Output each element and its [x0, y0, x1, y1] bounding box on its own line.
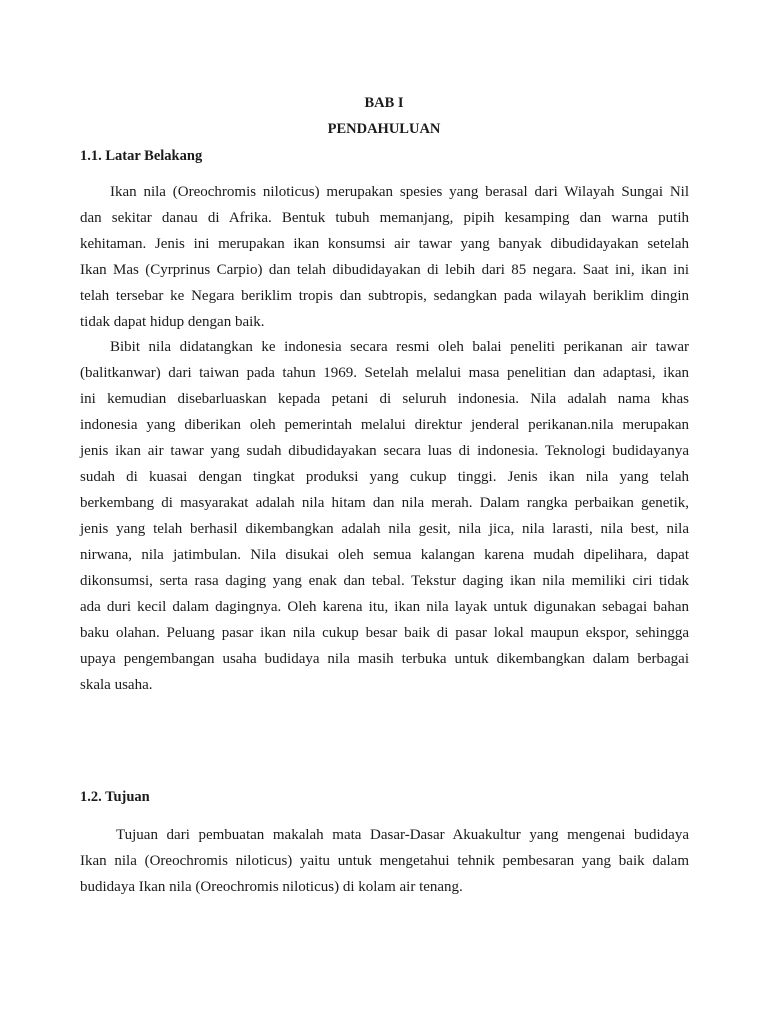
paragraph-line: sudah di kuasai dengan tingkat produksi yang cukup tinggi. Jenis ikan nila yang telah — [80, 469, 689, 485]
paragraph-line: jenis ikan air tawar yang sudah dibudidayakan secara luas di indonesia. Teknologi budidayanya — [80, 443, 689, 459]
paragraph-line: tidak dapat hidup dengan baik. — [80, 314, 265, 330]
chapter-title: PENDAHULUAN — [327, 121, 441, 137]
paragraph-line: Ikan nila (Oreochromis niloticus) merupakan spesies yang berasal dari Wilayah Sungai Nil — [110, 184, 689, 200]
paragraph-tujuan — [80, 822, 689, 900]
paragraph-line: budidaya Ikan nila (Oreochromis niloticus) di kolam air tenang. — [80, 879, 463, 895]
paragraph-line: berkembang di masyarakat adalah nila hitam dan nila merah. Dalam rangka perbaikan genetik, — [80, 495, 689, 511]
paragraph-line: telah tersebar ke Negara beriklim tropis dan subtropis, sedangkan pada wilayah beriklim dingin — [80, 288, 689, 304]
paragraph-line: ini kemudian disebarluaskan kepada petani di seluruh indonesia. Nila adalah nama khas — [80, 391, 689, 407]
paragraph-line: Bibit nila didatangkan ke indonesia secara resmi oleh balai peneliti perikanan air tawar — [110, 339, 689, 355]
paragraph-line: Ikan Mas (Cyrprinus Carpio) dan telah dibudidayakan di lebih dari 85 negara. Saat ini, ikan ini — [80, 262, 689, 278]
chapter-label: BAB I — [364, 95, 404, 111]
paragraph-line: nirwana, nila jatimbulan. Nila disukai oleh semua kalangan karena mudah dipelihara, dapat — [80, 547, 689, 563]
paragraph-latar-belakang-1 — [80, 179, 689, 335]
paragraph-line: dan sekitar danau di Afrika. Bentuk tubuh memanjang, pipih kesamping dan warna putih — [80, 210, 689, 226]
paragraph-line: baku olahan. Peluang pasar ikan nila cukup besar baik di pasar lokal maupun ekspor, sehingga — [80, 625, 689, 641]
section-heading-latar-belakang: 1.1. Latar Belakang — [80, 148, 203, 164]
paragraph-line: jenis yang telah berhasil dikembangkan adalah nila gesit, nila jica, nila larasti, nila best, nila — [80, 521, 689, 537]
paragraph-line: upaya pengembangan usaha budidaya nila masih terbuka untuk dikembangkan dalam berbagai — [80, 651, 689, 667]
paragraph-line: Ikan nila (Oreochromis niloticus) yaitu untuk mengetahui tehnik pembesaran yang baik dalam — [80, 853, 689, 869]
paragraph-latar-belakang-2 — [80, 334, 689, 698]
paragraph-line: (balitkanwar) dari taiwan pada tahun 1969. Setelah melalui masa penelitian dan adaptasi, ikan — [80, 365, 689, 381]
paragraph-line: kehitaman. Jenis ini merupakan ikan konsumsi air tawar yang banyak dibudidayakan setelah — [80, 236, 689, 252]
paragraph-line: ada duri kecil dalam dagingnya. Oleh karena itu, ikan nila layak untuk digunakan sebagai bahan — [80, 599, 689, 615]
paragraph-line: Tujuan dari pembuatan makalah mata Dasar-Dasar Akuakultur yang mengenai budidaya — [116, 827, 689, 843]
paragraph-line: indonesia yang diberikan oleh pemerintah melalui direktur jenderal perikanan.nila merupakan — [80, 417, 689, 433]
paragraph-line: dikonsumsi, serta rasa daging yang enak dan tebal. Tekstur daging ikan nila memiliki ciri tidak — [80, 573, 689, 589]
section-heading-tujuan: 1.2. Tujuan — [80, 789, 150, 805]
paragraph-line: skala usaha. — [80, 677, 153, 693]
